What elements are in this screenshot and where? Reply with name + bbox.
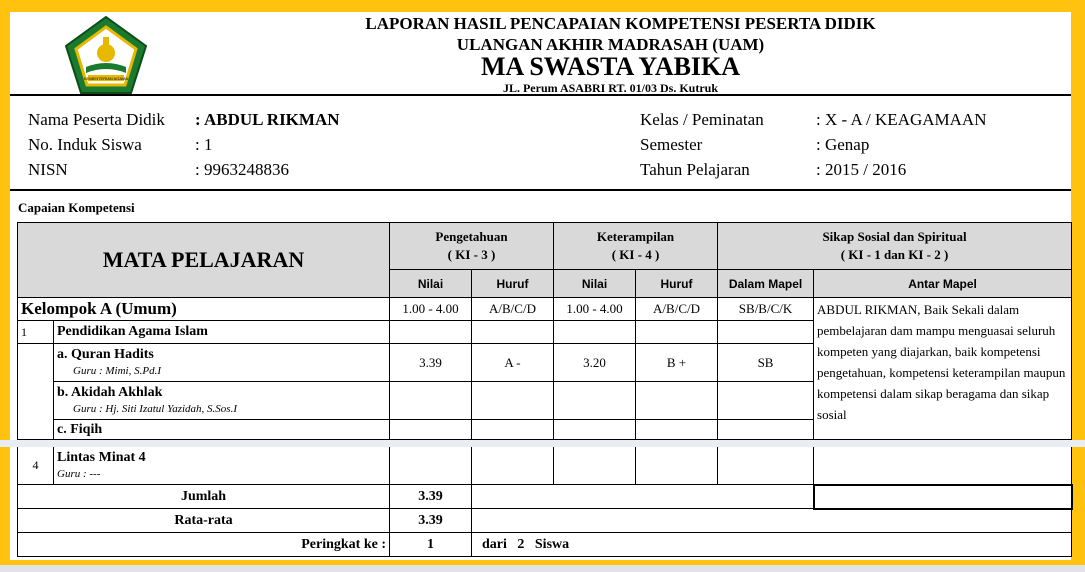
jumlah-value: 3.39 — [390, 485, 472, 509]
kemenag-logo — [62, 15, 150, 97]
keterampilan-header: Keterampilan ( KI - 4 ) — [554, 223, 718, 270]
range-keterampilan: 1.00 - 4.00 — [554, 298, 636, 321]
nilai-keterampilan: 3.20 — [554, 344, 636, 382]
antar-mapel-description: ABDUL RIKMAN, Baik Sekali dalam pembelajaran dam mampu menguasai seluruh kompeten yang diajarkan, baik kompetensi pengetahuan, kompetensi keterampilan maupun kompetensi dalam sikap beragama dan sikap sosial — [814, 298, 1072, 440]
row-number: 4 — [18, 447, 54, 485]
peringkat-total: dari 2 Siswa — [472, 533, 1072, 557]
rata-rata-label: Rata-rata — [18, 509, 390, 533]
pengetahuan-header: Pengetahuan ( KI - 3 ) — [390, 223, 554, 270]
sikap-header: Sikap Sosial dan Spiritual ( KI - 1 dan KI - 2 ) — [718, 223, 1072, 270]
subject-name: Pendidikan Agama Islam — [54, 321, 390, 344]
subject-quran-hadits: a. Quran Hadits Guru : Mimi, S.Pd.I — [54, 344, 390, 382]
huruf-pengetahuan: A - — [472, 344, 554, 382]
report-title: LAPORAN HASIL PENCAPAIAN KOMPETENSI PESERTA DIDIK — [365, 14, 876, 33]
svg-text:KEMENTERIAN AGAMA: KEMENTERIAN AGAMA — [83, 76, 129, 81]
bottom-band — [0, 565, 1085, 572]
antar-mapel-header: Antar Mapel — [814, 270, 1072, 298]
grade-keterampilan: A/B/C/D — [636, 298, 718, 321]
range-pengetahuan: 1.00 - 4.00 — [390, 298, 472, 321]
nisn-label: NISN — [28, 160, 68, 179]
section-title: Capaian Kompetensi — [18, 200, 135, 215]
huruf-keterampilan: B + — [636, 344, 718, 382]
name-label: Nama Peserta Didik — [28, 110, 165, 129]
tahun-label: Tahun Pelajaran — [640, 160, 750, 179]
peringkat-label: Peringkat ke : — [18, 533, 390, 557]
table-row — [18, 447, 1072, 485]
kelompok-label: Kelompok A (Umum) — [18, 298, 390, 321]
nilai-header-2: Nilai — [554, 270, 636, 298]
teacher-name: Guru : --- — [57, 467, 101, 480]
school-name: MA SWASTA YABIKA — [480, 52, 741, 81]
report-sheet — [10, 12, 1071, 560]
teacher-name: Guru : Mimi, S.Pd.I — [73, 364, 161, 377]
nis-value: : 1 — [195, 135, 213, 154]
exam-title: ULANGAN AKHIR MADRASAH (UAM) — [456, 35, 765, 54]
nilai-pengetahuan: 3.39 — [390, 344, 472, 382]
sikap-dalam-mapel: SB — [718, 344, 814, 382]
name-value: : ABDUL RIKMAN — [195, 110, 340, 129]
huruf-header-1: Huruf — [472, 270, 554, 298]
peringkat-value: 1 — [390, 533, 472, 557]
tahun-value: : 2015 / 2016 — [816, 160, 907, 179]
subject-akidah-akhlak: b. Akidah Akhlak Guru : Hj. Siti Izatul Yazidah, S.Sos.I — [54, 382, 390, 420]
competency-table — [17, 222, 1073, 557]
jumlah-label: Jumlah — [18, 485, 390, 509]
sikap-scale: SB/B/C/K — [718, 298, 814, 321]
mapel-header: MATA PELAJARAN — [18, 223, 390, 298]
subject-lintas-minat: Lintas Minat 4 Guru : --- — [54, 447, 390, 485]
grade-pengetahuan: A/B/C/D — [472, 298, 554, 321]
teacher-name: Guru : Hj. Siti Izatul Yazidah, S.Sos.I — [73, 402, 238, 415]
rata-rata-value: 3.39 — [390, 509, 472, 533]
header-divider — [10, 94, 1071, 96]
semester-label: Semester — [640, 135, 703, 154]
nis-label: No. Induk Siswa — [28, 135, 142, 154]
nilai-header-1: Nilai — [390, 270, 472, 298]
subject-fiqih: c. Fiqih — [54, 420, 390, 440]
kelas-label: Kelas / Peminatan — [640, 110, 764, 129]
info-divider — [10, 189, 1071, 191]
nisn-value: : 9963248836 — [195, 160, 289, 179]
row-number: 1 — [18, 321, 54, 344]
school-address: JL. Perum ASABRI RT. 01/03 Ds. Kutruk — [502, 81, 719, 95]
kelas-value: : X - A / KEAGAMAAN — [816, 110, 987, 129]
semester-value: : Genap — [816, 135, 870, 154]
dalam-mapel-header: Dalam Mapel — [718, 270, 814, 298]
page-break-band — [0, 440, 1085, 447]
huruf-header-2: Huruf — [636, 270, 718, 298]
